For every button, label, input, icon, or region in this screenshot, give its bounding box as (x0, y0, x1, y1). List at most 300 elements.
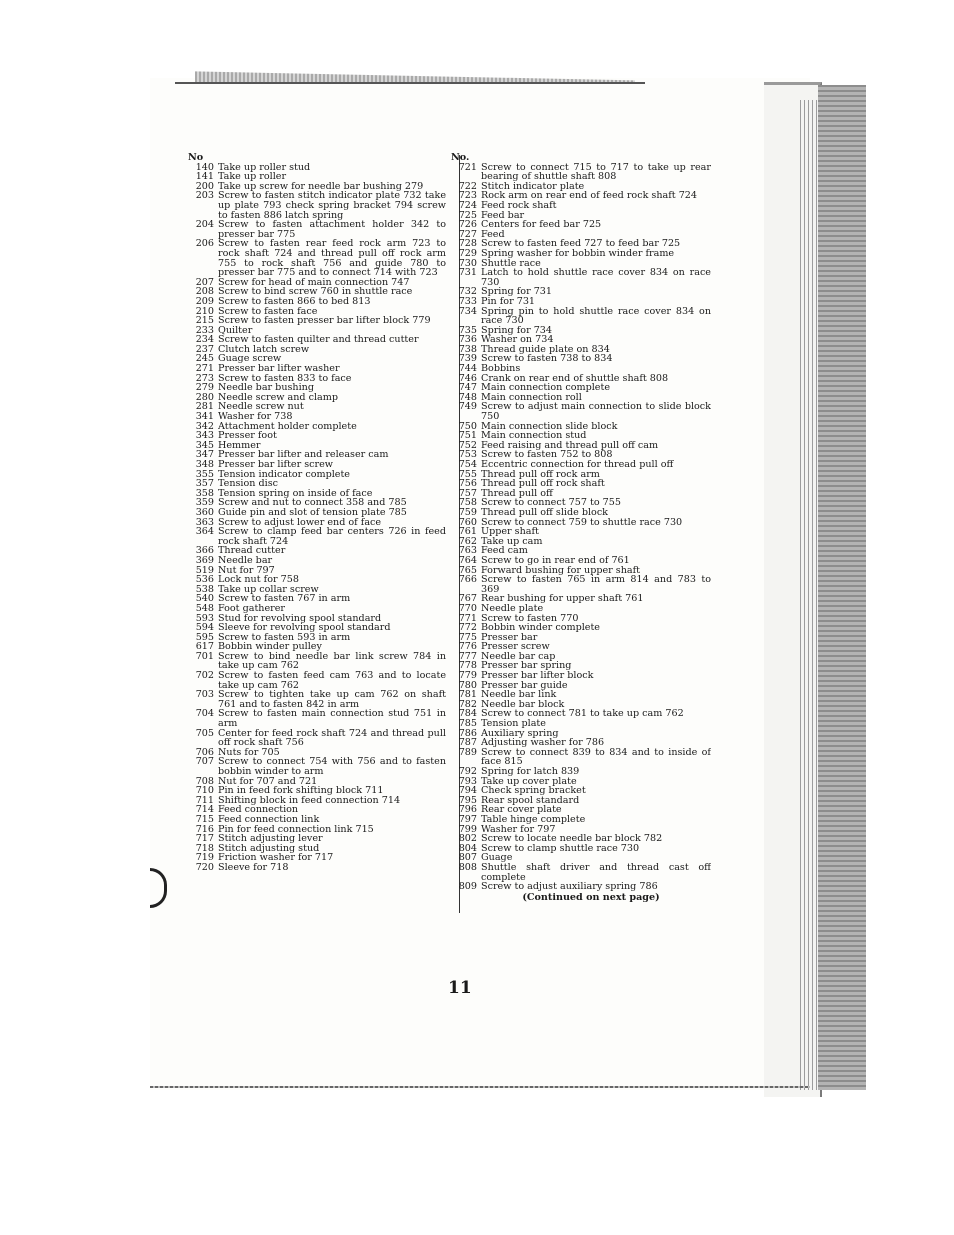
part-number: 536 (195, 574, 214, 586)
part-number: 206 (195, 238, 214, 250)
part-number: 359 (195, 497, 214, 509)
part-number: 739 (458, 353, 477, 365)
part-entry (451, 690, 711, 700)
part-entry (451, 671, 711, 681)
part-description: Screw and nut to connect 358 and 785 (218, 498, 407, 508)
part-description: Presser bar lifter and releaser cam (218, 450, 389, 460)
part-entry (188, 863, 446, 873)
part-description: Tension plate (481, 719, 546, 729)
part-number: 215 (195, 315, 214, 327)
part-number: 727 (458, 228, 477, 240)
part-number: 717 (195, 833, 214, 845)
part-entry (188, 614, 446, 624)
part-description: Presser bar lifter screw (218, 460, 334, 470)
part-description: Needle bar bushing (218, 383, 314, 393)
part-description: Screw for head of main connection 747 (218, 277, 410, 288)
part-entry (451, 709, 711, 719)
part-entry (451, 661, 711, 671)
part-number: 234 (195, 334, 214, 346)
part-entry (451, 230, 711, 240)
part-entry (188, 777, 446, 787)
part-number: 280 (195, 391, 214, 403)
part-number: 794 (458, 785, 477, 797)
part-description: Friction washer for 717 (218, 853, 334, 863)
part-description: Nuts for 705 (218, 747, 280, 758)
part-entry (188, 489, 446, 499)
part-entry (451, 422, 711, 432)
part-description: Washer for 797 (481, 824, 556, 835)
part-number: 714 (195, 804, 214, 816)
part-entry (188, 364, 446, 374)
continued-note: (Continued on next page) (522, 891, 660, 903)
part-description: Screw to fasten attachment holder 342 to presser bar 775 (218, 220, 446, 240)
part-number: 721 (458, 161, 477, 173)
part-number: 799 (458, 823, 477, 835)
part-number: 703 (195, 689, 214, 701)
part-entry (188, 575, 446, 585)
part-number: 756 (458, 478, 477, 490)
page-stack-lines (800, 100, 818, 1090)
part-description: Screw to clamp shuttle race 730 (481, 843, 640, 854)
part-entry (451, 853, 711, 863)
part-description: Lock nut for 758 (218, 575, 299, 585)
part-number: 744 (458, 363, 477, 375)
part-description: Screw to bind needle bar link screw 784 in take up cam 762 (218, 651, 446, 672)
part-entry (188, 709, 446, 728)
part-number: 772 (458, 622, 477, 634)
part-entry (451, 566, 711, 576)
part-description: Screw to fasten 770 (481, 613, 579, 624)
part-number: 540 (195, 593, 214, 605)
part-entry (188, 815, 446, 825)
part-number: 271 (195, 363, 214, 375)
part-number: 782 (458, 698, 477, 710)
part-entry (188, 182, 446, 192)
part-entry (188, 450, 446, 460)
part-entry (188, 642, 446, 652)
part-number: 701 (195, 650, 214, 662)
part-number: 734 (458, 305, 477, 317)
part-entry (188, 220, 446, 239)
part-entry (451, 259, 711, 269)
column-header: No (188, 152, 204, 163)
part-entry (188, 316, 446, 326)
parts-list-right-column (451, 153, 711, 902)
part-entry (188, 690, 446, 709)
part-entry (451, 402, 711, 421)
part-description: Main connection stud (481, 431, 587, 441)
part-description: Screw to fasten presser bar lifter block 779 (218, 316, 431, 326)
part-entry (188, 172, 446, 182)
part-description: Rear spool standard (481, 795, 580, 806)
part-description: Needle screw nut (218, 402, 304, 413)
part-entry (451, 431, 711, 441)
part-entry (451, 326, 711, 336)
part-entry (188, 422, 446, 432)
part-entry (451, 738, 711, 748)
part-number: 738 (458, 343, 477, 355)
part-number: 279 (195, 382, 214, 394)
part-description: Forward bushing for upper shaft (481, 565, 641, 576)
part-description: Screw to fasten 833 to face (218, 373, 352, 384)
part-description: Check spring bracket (481, 786, 586, 796)
parts-list (188, 163, 446, 873)
part-number: 357 (195, 478, 214, 490)
part-description: Thread pull off rock shaft (481, 479, 605, 489)
part-number: 723 (458, 190, 477, 202)
part-entry (188, 441, 446, 451)
part-number: 785 (458, 718, 477, 730)
part-number: 779 (458, 670, 477, 682)
part-entry (188, 556, 446, 566)
part-description: Presser bar guide (481, 680, 568, 691)
part-description: Needle bar link (481, 690, 557, 700)
part-number: 733 (458, 295, 477, 307)
part-entry (188, 335, 446, 345)
part-number: 706 (195, 746, 214, 758)
part-number: 771 (458, 612, 477, 624)
part-description: Thread pull off slide block (481, 507, 609, 518)
part-number: 758 (458, 497, 477, 509)
part-description: Stitch adjusting lever (218, 834, 323, 844)
part-number: 363 (195, 516, 214, 528)
part-number: 736 (458, 334, 477, 346)
part-number: 245 (195, 353, 214, 365)
part-description: Sleeve for revolving spool standard (218, 623, 391, 633)
part-number: 770 (458, 602, 477, 614)
part-description: Take up screw for needle bar bushing 279 (218, 181, 424, 192)
part-number: 765 (458, 564, 477, 576)
part-entry (451, 805, 711, 815)
part-entry (451, 335, 711, 345)
part-description: Bobbins (481, 364, 521, 374)
part-entry (451, 623, 711, 633)
part-entry (451, 383, 711, 393)
part-description: Foot gatherer (218, 603, 286, 614)
part-entry (451, 556, 711, 566)
part-entry (451, 863, 711, 882)
part-number: 711 (195, 794, 214, 806)
part-entry (188, 652, 446, 671)
part-description: Presser bar lifter block (481, 671, 594, 681)
part-description: Centers for feed bar 725 (481, 220, 602, 230)
part-number: 718 (195, 842, 214, 854)
part-description: Screw to connect 754 with 756 and to fasten bobbin winder to arm (218, 757, 446, 777)
part-description: Screw to adjust auxiliary spring 786 (481, 882, 658, 892)
part-description: Take up collar screw (218, 584, 319, 595)
page-number: 11 (448, 978, 472, 998)
column-header: No. (451, 152, 470, 163)
part-entry (188, 393, 446, 403)
part-number: 750 (458, 420, 477, 432)
part-entry (451, 604, 711, 614)
part-number: 209 (195, 295, 214, 307)
part-entry (188, 460, 446, 470)
part-entry (188, 527, 446, 546)
part-description: Screw to connect 715 to 717 to take up rear bearing of shuttle shaft 808 (481, 162, 711, 182)
part-description: Feed connection link (218, 814, 320, 825)
part-description: Screw to fasten feed 727 to feed bar 725 (481, 239, 681, 249)
part-number: 780 (458, 679, 477, 691)
part-number: 751 (458, 430, 477, 442)
top-rule (175, 82, 645, 84)
part-description: Hemmer (218, 440, 261, 451)
part-entry (451, 498, 711, 508)
part-description: Screw to adjust main connection to slide block 750 (481, 402, 711, 422)
part-number: 726 (458, 219, 477, 231)
part-number: 140 (195, 161, 214, 173)
part-entry (451, 393, 711, 403)
part-description: Pin for 731 (481, 296, 536, 307)
part-entry (451, 825, 711, 835)
part-description: Feed raising and thread pull off cam (481, 440, 659, 451)
part-number: 355 (195, 468, 214, 480)
part-number: 729 (458, 247, 477, 259)
part-description: Screw to fasten 866 to bed 813 (218, 296, 371, 307)
part-description: Spring for 731 (481, 287, 553, 297)
part-description: Table hinge complete (481, 814, 586, 825)
part-entry (451, 191, 711, 201)
part-description: Clutch latch screw (218, 344, 310, 355)
part-number: 710 (195, 785, 214, 797)
part-number: 708 (195, 775, 214, 787)
part-description: Bobbin winder pulley (218, 642, 322, 652)
part-description: Screw to fasten 767 in arm (218, 594, 351, 604)
part-number: 759 (458, 506, 477, 518)
part-number: 767 (458, 593, 477, 605)
part-description: Latch to hold shuttle race cover 834 on race 730 (481, 268, 711, 288)
part-number: 757 (458, 487, 477, 499)
part-number: 724 (458, 199, 477, 211)
part-number: 705 (195, 727, 214, 739)
part-entry (188, 805, 446, 815)
part-number: 763 (458, 545, 477, 557)
part-entry (188, 757, 446, 776)
part-description: Washer on 734 (481, 335, 554, 345)
part-description: Screw to fasten 738 to 834 (481, 354, 613, 365)
part-description: Adjusting washer for 786 (481, 738, 605, 748)
part-entry (188, 479, 446, 489)
part-entry (451, 700, 711, 710)
part-entry (188, 796, 446, 806)
part-entry (451, 882, 711, 892)
part-number: 519 (195, 564, 214, 576)
part-number: 778 (458, 660, 477, 672)
part-entry (188, 508, 446, 518)
part-number: 749 (458, 401, 477, 413)
part-entry (188, 345, 446, 355)
part-description: Screw to fasten main connection stud 751 in arm (218, 709, 446, 729)
part-entry (451, 508, 711, 518)
part-description: Rear bushing for upper shaft 761 (481, 594, 644, 604)
part-number: 753 (458, 449, 477, 461)
part-entry (188, 383, 446, 393)
part-entry (451, 201, 711, 211)
part-entry (188, 163, 446, 173)
part-description: Shuttle shaft driver and thread cast off complete (481, 862, 711, 883)
part-entry (451, 575, 711, 594)
part-entry (451, 268, 711, 287)
part-description: Feed connection (218, 805, 299, 815)
part-entry (451, 681, 711, 691)
part-description: Feed cam (481, 546, 528, 556)
part-number: 760 (458, 516, 477, 528)
part-entry (451, 364, 711, 374)
part-entry (188, 287, 446, 297)
part-entry (188, 671, 446, 690)
part-entry (451, 354, 711, 364)
part-number: 747 (458, 382, 477, 394)
part-description: Quilter (218, 325, 253, 336)
part-number: 141 (195, 171, 214, 183)
part-entry (451, 211, 711, 221)
parts-list-left-column (188, 153, 446, 873)
part-number: 732 (458, 286, 477, 298)
part-entry (451, 777, 711, 787)
part-description: Main connection complete (481, 383, 610, 393)
part-entry (188, 412, 446, 422)
part-description: Screw to fasten 765 in arm 814 and 783 to 369 (481, 575, 711, 595)
part-description: Eccentric connection for thread pull off (481, 460, 674, 470)
part-entry (188, 834, 446, 844)
part-number: 210 (195, 305, 214, 317)
part-description: Spring washer for bobbin winder frame (481, 248, 675, 259)
part-number: 755 (458, 468, 477, 480)
part-entry (188, 729, 446, 748)
part-description: Tension indicator complete (218, 469, 350, 480)
part-description: Presser foot (218, 431, 277, 441)
part-number: 775 (458, 631, 477, 643)
part-number: 715 (195, 813, 214, 825)
part-description: Guage screw (218, 354, 282, 365)
part-description: Pin in feed fork shifting block 711 (218, 786, 384, 796)
part-description: Needle screw and clamp (218, 392, 338, 403)
part-description: Take up roller stud (218, 162, 311, 173)
part-number: 792 (458, 766, 477, 777)
part-description: Nut for 797 (218, 565, 275, 576)
part-description: Rock arm on rear end of feed rock shaft 724 (481, 191, 698, 201)
part-description: Spring for 734 (481, 325, 553, 336)
part-description: Presser bar (481, 632, 538, 643)
part-description: Screw to clamp feed bar centers 726 in feed rock shaft 724 (218, 527, 446, 547)
part-description: Thread cutter (218, 546, 286, 556)
part-description: Sleeve for 718 (218, 862, 289, 873)
part-entry (188, 825, 446, 835)
part-description: Screw to connect 781 to take up cam 762 (481, 709, 684, 720)
part-entry (451, 815, 711, 825)
part-entry (451, 479, 711, 489)
part-number: 808 (458, 861, 477, 873)
part-number: 730 (458, 257, 477, 269)
part-entry (188, 844, 446, 854)
part-description: Screw to fasten stitch indicator plate 732 take up plate 793 check spring bracket 794 screw to fasten 886 latch spring (218, 191, 446, 221)
part-number: 273 (195, 372, 214, 384)
part-entry (188, 623, 446, 633)
part-number: 789 (458, 746, 477, 758)
part-entry (188, 278, 446, 288)
part-entry (451, 249, 711, 259)
part-number: 707 (195, 756, 214, 768)
part-number: 787 (458, 737, 477, 749)
part-description: Screw to connect 759 to shuttle race 730 (481, 517, 683, 528)
part-entry (451, 614, 711, 624)
part-number: 704 (195, 708, 214, 720)
part-description: Feed bar (481, 210, 525, 221)
part-number: 725 (458, 209, 477, 221)
part-number: 358 (195, 487, 214, 499)
part-entry (451, 239, 711, 249)
part-entry (188, 354, 446, 364)
part-entry (451, 307, 711, 326)
part-number: 208 (195, 286, 214, 298)
part-entry (188, 307, 446, 317)
part-description: Main connection roll (481, 392, 582, 403)
part-number: 797 (458, 813, 477, 825)
part-entry (451, 297, 711, 307)
part-description: Presser bar lifter washer (218, 364, 340, 374)
part-entry (188, 633, 446, 643)
part-entry (188, 374, 446, 384)
part-description: Needle plate (481, 603, 544, 614)
part-description: Stitch adjusting stud (218, 843, 320, 854)
part-description: Screw to tighten take up cam 762 on shaft 761 and to fasten 842 in arm (218, 690, 446, 710)
part-number: 781 (458, 689, 477, 701)
part-number: 793 (458, 775, 477, 787)
part-description: Upper shaft (481, 527, 539, 537)
part-number: 207 (195, 276, 214, 288)
part-entry (188, 594, 446, 604)
part-description: Screw to connect 757 to 755 (481, 498, 621, 508)
part-number: 548 (195, 602, 214, 614)
parts-list (451, 163, 711, 892)
part-description: Feed rock shaft (481, 200, 557, 211)
part-entry (451, 594, 711, 604)
part-description: Screw to fasten rear feed rock arm 723 to rock shaft 724 and thread pull off rock arm 755 to rock shaft 756 and guide 780 to presser bar 775 and to connect 714 with 723 (218, 239, 446, 278)
part-entry (451, 489, 711, 499)
part-entry (451, 767, 711, 777)
part-entry (451, 633, 711, 643)
part-number: 802 (458, 833, 477, 845)
scan-shadow-right (818, 85, 866, 1090)
part-number: 345 (195, 439, 214, 451)
part-number: 203 (195, 190, 214, 202)
part-number: 342 (195, 420, 214, 432)
part-description: Thread pull off (481, 488, 553, 499)
part-description: Auxiliary spring (481, 728, 559, 739)
part-description: Presser bar spring (481, 661, 572, 672)
part-entry (451, 518, 711, 528)
part-entry (451, 450, 711, 460)
part-entry (451, 220, 711, 230)
part-entry (451, 163, 711, 182)
part-description: Screw to connect 839 to 834 and to inside of face 815 (481, 747, 711, 767)
part-entry (451, 844, 711, 854)
part-number: 728 (458, 238, 477, 250)
part-entry (451, 652, 711, 662)
part-description: Spring pin to hold shuttle race cover 834 on race 730 (481, 306, 711, 326)
part-number: 786 (458, 727, 477, 739)
part-entry (451, 786, 711, 796)
part-entry (188, 566, 446, 576)
part-number: 360 (195, 506, 214, 518)
part-description: Screw to fasten face (218, 306, 318, 317)
part-description: Needle bar cap (481, 651, 556, 662)
part-number: 735 (458, 324, 477, 336)
part-entry (188, 402, 446, 412)
part-description: Take up cover plate (481, 776, 577, 787)
part-number: 594 (195, 622, 214, 634)
part-number: 748 (458, 391, 477, 403)
